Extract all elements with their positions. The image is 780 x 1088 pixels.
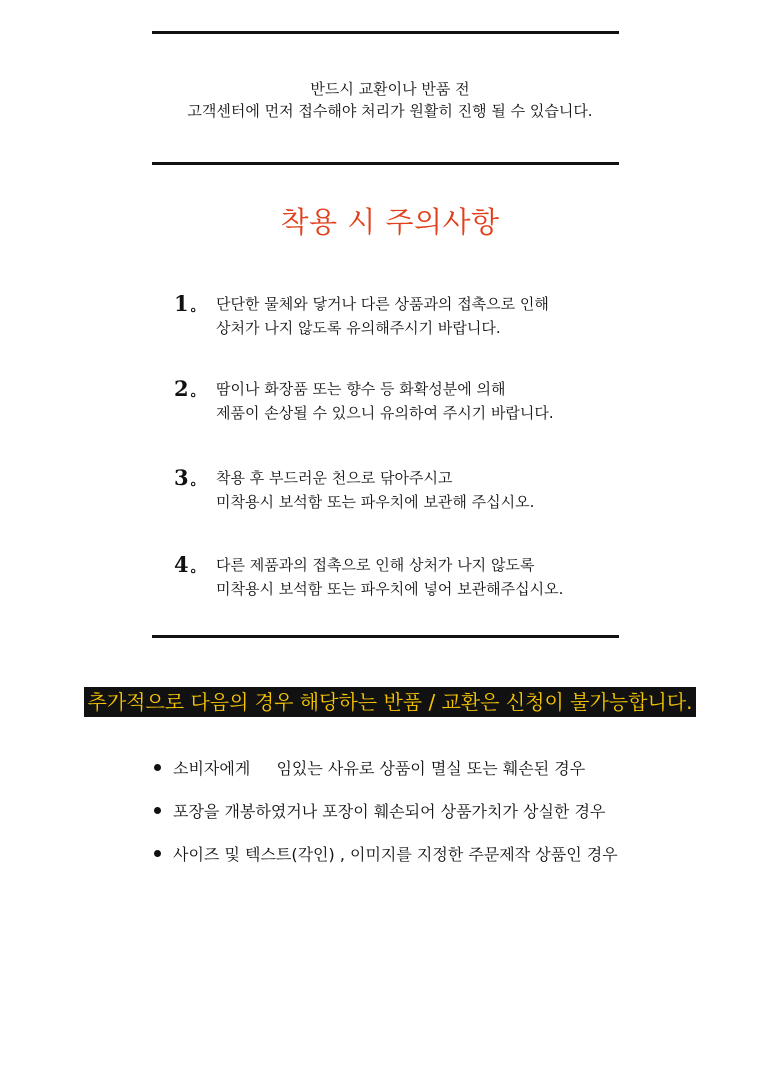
condition-text: 포장을 개봉하였거나 포장이 훼손되어 상품가치가 상실한 경우 bbox=[173, 802, 606, 821]
caution-item bbox=[174, 553, 654, 603]
restriction-banner-text: 추가적으로 다음의 경우 해당하는 반품 / 교환은 신청이 불가능합니다. bbox=[84, 687, 697, 717]
restriction-banner bbox=[0, 687, 780, 717]
caution-text-line: 제품이 손상될 수 있으니 유의하여 주시기 바랍니다. bbox=[216, 404, 554, 422]
caution-number: 1 。 bbox=[174, 291, 205, 316]
condition-text: 소비자에게 임있는 사유로 상품이 멸실 또는 훼손된 경우 bbox=[173, 759, 586, 778]
notice-line-2: 고객센터에 먼저 접수해야 처리가 원활히 진행 될 수 있습니다. bbox=[187, 102, 593, 120]
caution-number: 2 。 bbox=[174, 376, 205, 401]
divider-after-notice bbox=[152, 162, 619, 165]
caution-number: 3 。 bbox=[174, 465, 205, 490]
bullet-icon bbox=[154, 850, 161, 857]
bullet-icon bbox=[154, 807, 161, 814]
caution-text-line: 다른 제품과의 접촉으로 인해 상처가 나지 않도록 bbox=[216, 556, 535, 574]
bullet-icon bbox=[154, 764, 161, 771]
condition-item bbox=[154, 799, 605, 825]
caution-text-line: 단단한 물체와 닿거나 다른 상품과의 접촉으로 인해 bbox=[216, 295, 549, 313]
condition-item bbox=[154, 756, 585, 782]
caution-text-line: 상처가 나지 않도록 유의해주시기 바랍니다. bbox=[216, 319, 501, 337]
notice-line-1: 반드시 교환이나 반품 전 bbox=[310, 80, 470, 98]
caution-text-line: 땀이나 화장품 또는 향수 등 화확성분에 의해 bbox=[216, 380, 506, 398]
caution-item bbox=[174, 377, 654, 427]
divider-top bbox=[152, 31, 619, 34]
condition-item bbox=[154, 842, 618, 868]
caution-item bbox=[174, 466, 654, 516]
caution-text-line: 착용 후 부드러운 천으로 닦아주시고 bbox=[216, 469, 453, 487]
condition-text: 사이즈 및 텍스트(각인) , 이미지를 지정한 주문제작 상품인 경우 bbox=[173, 845, 618, 864]
caution-text-line: 미착용시 보석함 또는 파우치에 보관해 주십시오. bbox=[216, 493, 535, 511]
caution-number: 4 。 bbox=[174, 552, 205, 577]
caution-item bbox=[174, 292, 654, 342]
divider-after-cautions bbox=[152, 635, 619, 638]
caution-heading: 착용 시 주의사항 bbox=[280, 205, 500, 239]
caution-text-line: 미착용시 보석함 또는 파우치에 넣어 보관해주십시오. bbox=[216, 580, 564, 598]
